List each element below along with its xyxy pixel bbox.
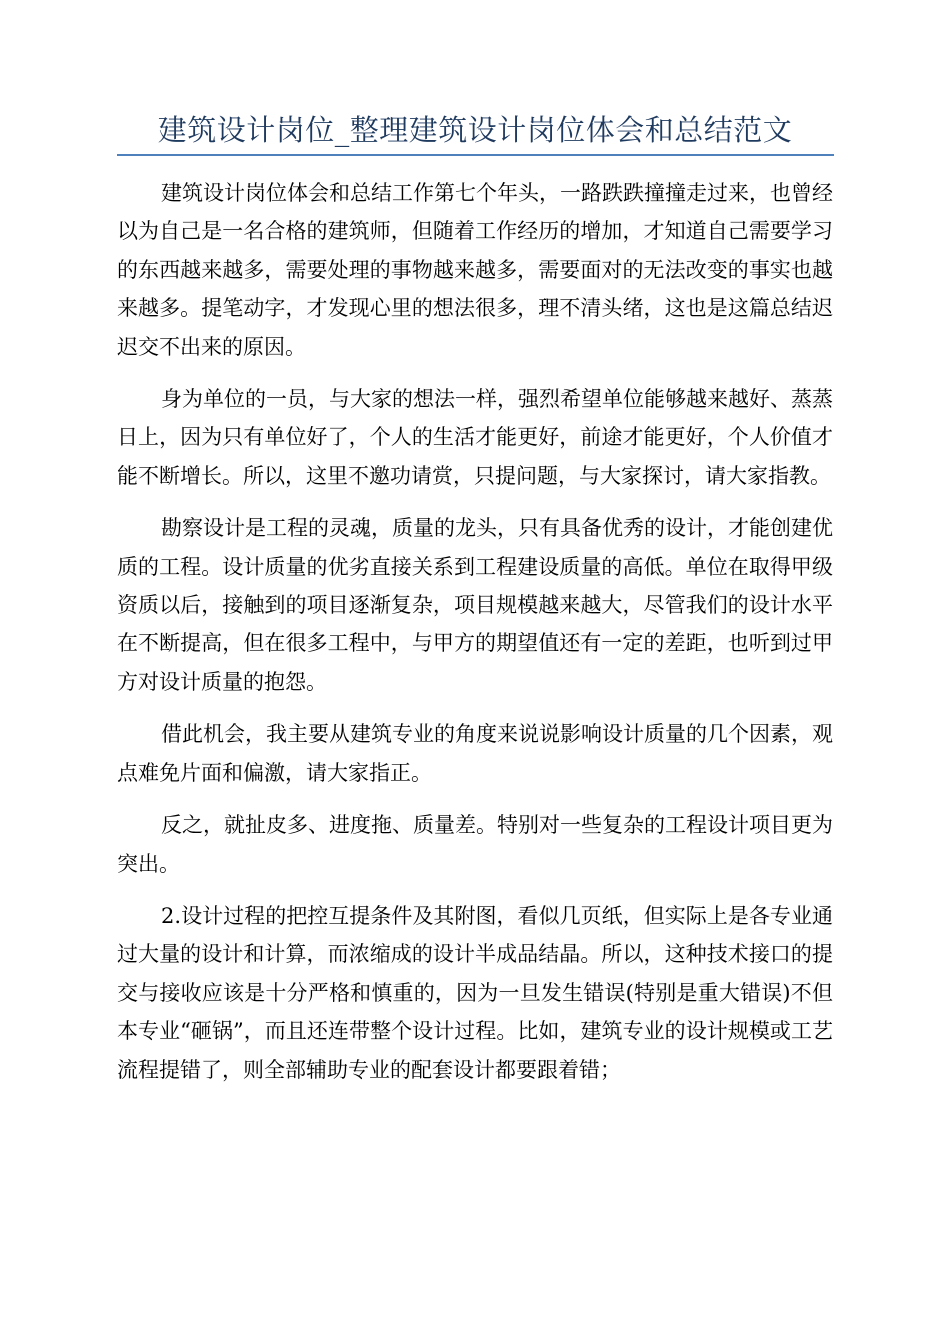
paragraph-4: 借此机会，我主要从建筑专业的角度来说说影响设计质量的几个因素，观点难免片面和偏激，请大家指正。 bbox=[117, 722, 833, 785]
paragraph-2: 身为单位的一员，与大家的想法一样，强烈希望单位能够越来越好、蒸蒸日上，因为只有单位好了，个人的生活才能更好，前途才能更好，个人价值才能不断增长。所以，这里不邀功请赏，只提问题，与大家探讨，请大家指教。 bbox=[117, 387, 833, 488]
paragraph-5: 反之，就扯皮多、进度拖、质量差。特别对一些复杂的工程设计项目更为突出。 bbox=[117, 813, 833, 876]
title-underline bbox=[117, 154, 834, 156]
paragraph-6: 2.设计过程的把控互提条件及其附图，看似几页纸，但实际上是各专业通过大量的设计和计算，而浓缩成的设计半成品结晶。所以，这种技术接口的提交与接收应该是十分严格和慎重的，因为一旦发生错误(特别是重大错误)不但本专业“砸锅”，而且还连带整个设计过程。比如，建筑专业的设计规模或工艺流程提错了，则全部辅助专业的配套设计都要跟着错； bbox=[117, 903, 833, 1082]
paragraph-1: 建筑设计岗位体会和总结工作第七个年头，一路跌跌撞撞走过来，也曾经以为自己是一名合格的建筑师，但随着工作经历的增加，才知道自己需要学习的东西越来越多，需要处理的事物越来越多，需要面对的无法改变的事实也越来越多。提笔动字，才发现心里的想法很多，理不清头绪，这也是这篇总结迟迟交不出来的原因。 bbox=[117, 181, 833, 359]
paragraph-3: 勘察设计是工程的灵魂，质量的龙头，只有具备优秀的设计，才能创建优质的工程。设计质量的优劣直接关系到工程建设质量的高低。单位在取得甲级资质以后，接触到的项目逐渐复杂，项目规模越来越大，尽管我们的设计水平在不断提高，但在很多工程中，与甲方的期望值还有一定的差距，也听到过甲方对设计质量的抱怨。 bbox=[117, 516, 833, 694]
document-title: 建筑设计岗位_整理建筑设计岗位体会和总结范文 bbox=[157, 113, 793, 147]
document-body bbox=[117, 174, 833, 1103]
